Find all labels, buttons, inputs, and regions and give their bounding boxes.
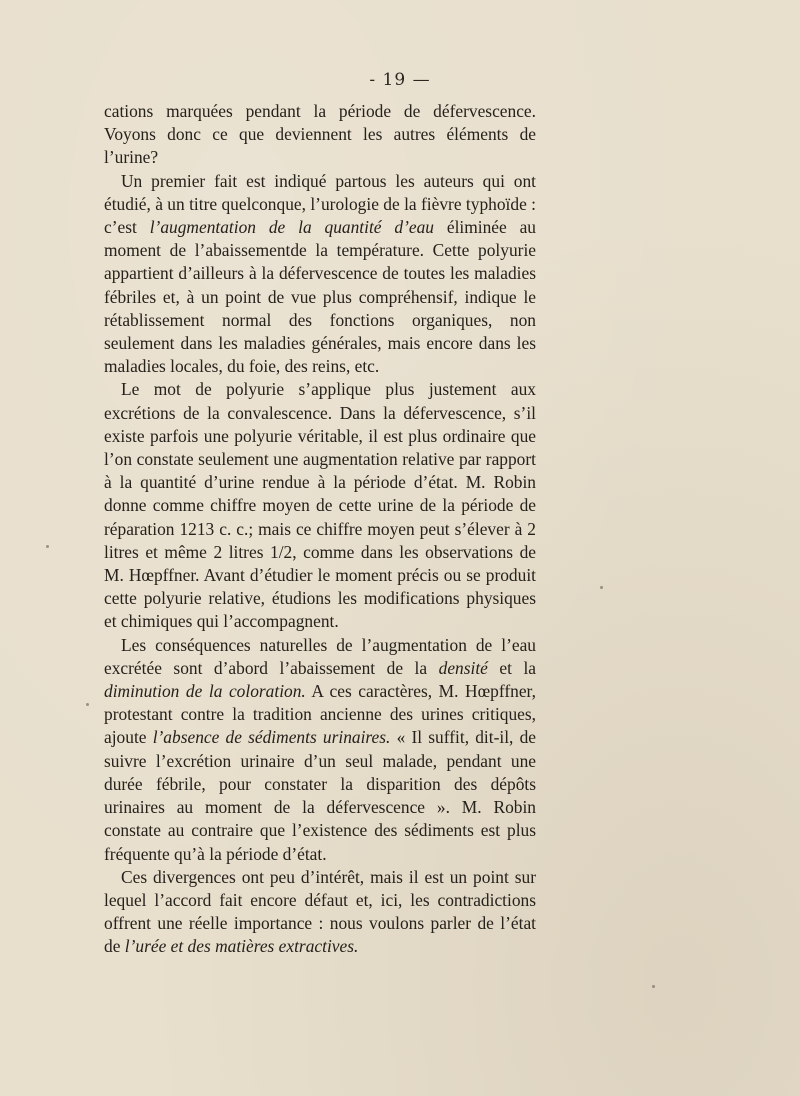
italic-text: l’urée et des matières extractives. xyxy=(124,936,359,957)
italic-text: l’augmentation de la quantité d’eau xyxy=(149,217,434,238)
text-run: « Il suffit, dit-il, de suivre l’excrétion urinaire d’un seul malade, pendant une durée fébrile, pour constater la disparition des dépôts urinaires au moment de la défervescence ». M. Robin constate au contraire que l’existence des sédiments est plus fréquente qu’à la période d’état. xyxy=(104,727,537,864)
paragraph xyxy=(104,866,536,959)
text-run: Les conséquences naturelles de l’augmentation de l’eau excrétée sont d’abord l’abaissement de la xyxy=(104,634,536,678)
page-number: - 19 — xyxy=(369,70,431,90)
body-text xyxy=(104,100,536,959)
italic-text: l’absence de sédiments urinaires. xyxy=(152,727,391,748)
text-run: et la xyxy=(487,657,537,678)
italic-text: densité xyxy=(438,657,488,678)
text-run: A ces caractères, M. Hœpffner, protestant contre la tradition ancienne des urines critiques, ajoute xyxy=(104,681,536,748)
paper-speck xyxy=(600,586,603,589)
text-run: cations marquées pendant la période de défervescence. Voyons donc ce que deviennent les autres éléments de l’urine? xyxy=(104,101,536,168)
paragraph xyxy=(104,170,536,379)
text-run: Ces divergences ont peu d’intérêt, mais il est un point sur lequel l’accord fait encore défaut et, ici, les contradictions offrent une réelle importance : nous voulons parler de l’état de xyxy=(104,866,536,957)
text-run: Le mot de polyurie s’applique plus justement aux excrétions de la convalescence. Dans la défervescence, s’il existe parfois une polyurie véritable, il est plus ordinaire que l’on constate seulement une augmentation relative par rapport à la quantité d’urine rendue à la période d’état. M. Robin donne comme chiffre moyen de cette urine de la période de réparation 1213 c. c.; mais ce chiffre moyen peut s’élever à 2 litres et même 2 litres 1/2, comme dans les observations de M. Hœpffner. Avant d’étudier le moment précis ou se produit cette polyurie relative, étudions les modifications physiques et chimiques qui l’accompagnent. xyxy=(104,379,536,632)
paper-speck xyxy=(46,545,49,548)
text-run: Un premier fait est indiqué partous les auteurs qui ont étudié, à un titre quelconque, l’urologie de la fièvre typhoïde : c’est xyxy=(104,170,536,238)
paper-speck xyxy=(652,985,655,988)
paper-speck xyxy=(86,703,89,706)
italic-text: diminution de la coloration. xyxy=(104,681,306,702)
text-run: éliminée au moment de l’abaissementde la température. Cette polyurie appartient d’ailleurs à la défervescence de toutes les maladies fébriles et, à un point de vue plus compréhensif, indique le rétablissement normal des fonctions organiques, non seulement dans les maladies générales, mais encore dans les maladies locales, du foie, des reins, etc. xyxy=(104,217,537,377)
paragraph xyxy=(104,100,536,170)
paragraph xyxy=(104,378,536,633)
paragraph xyxy=(104,634,536,866)
